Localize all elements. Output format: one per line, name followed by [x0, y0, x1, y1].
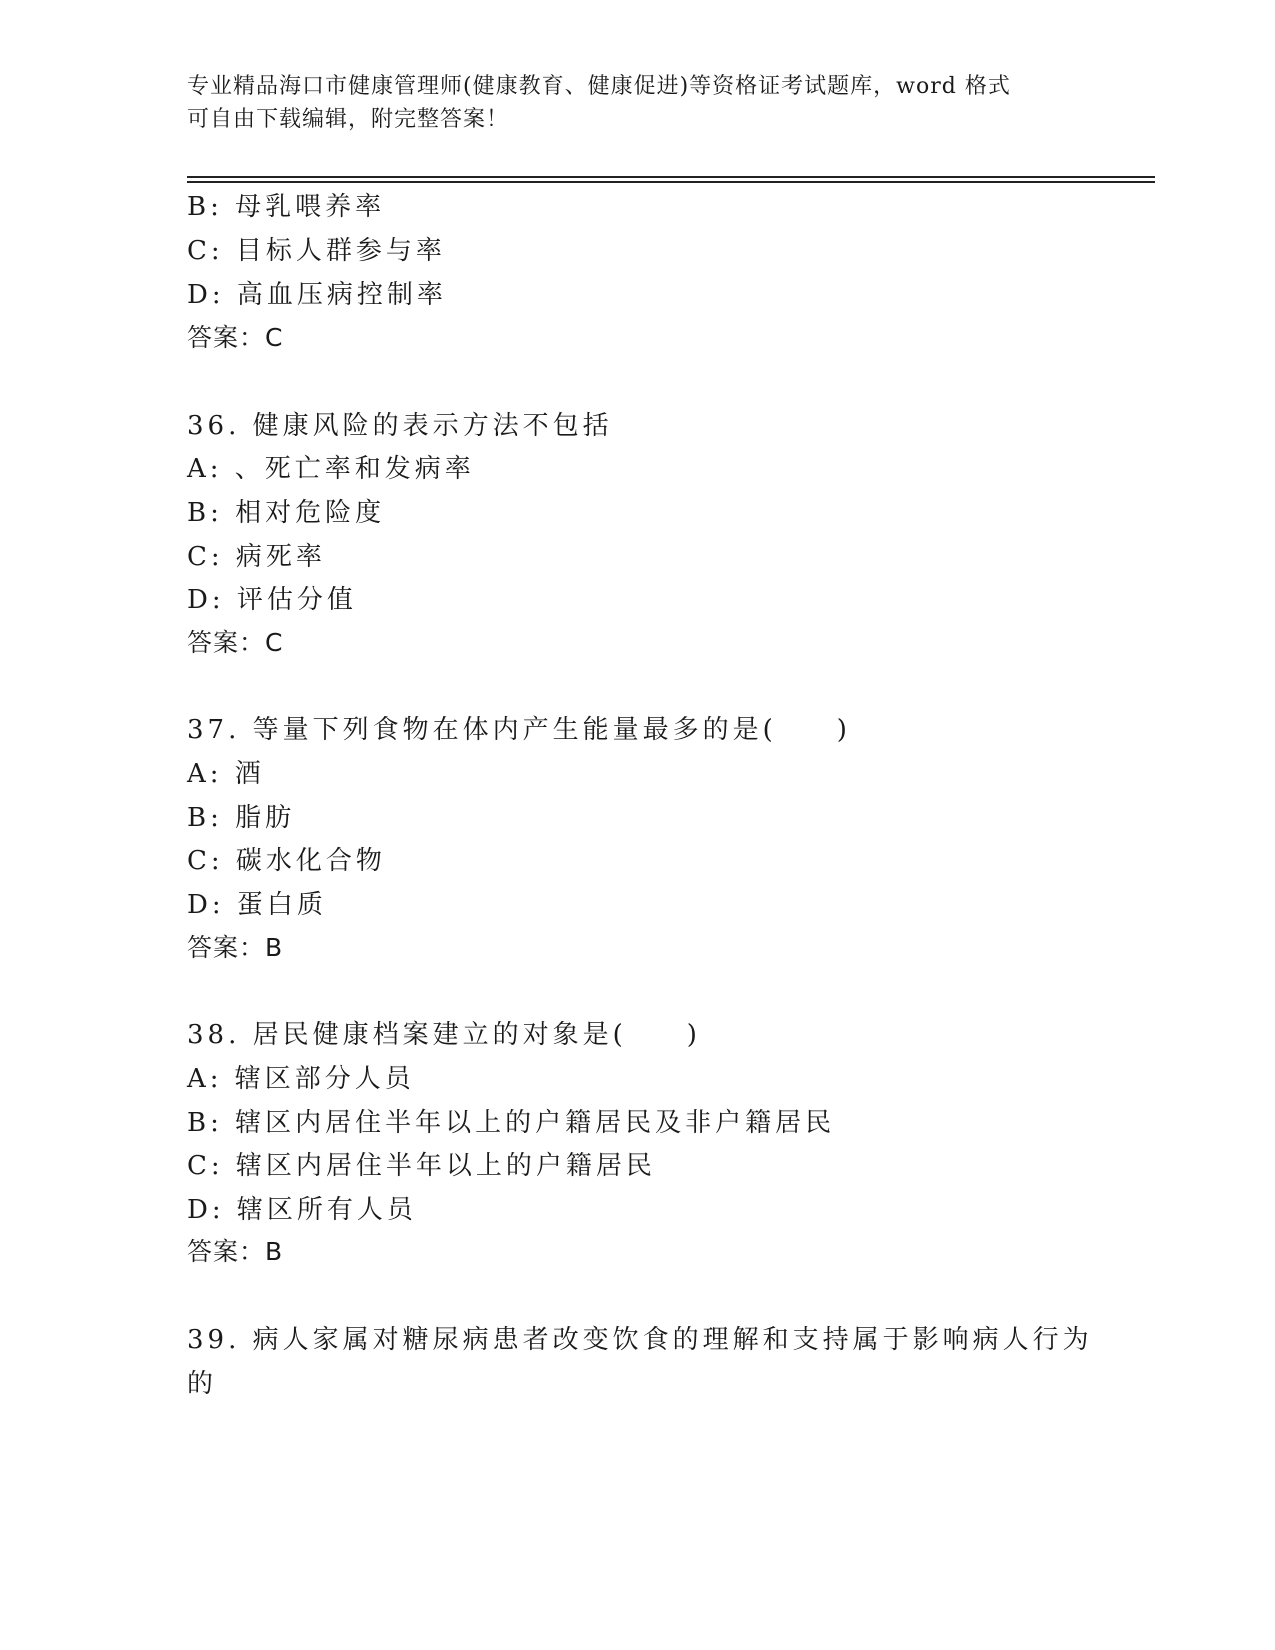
- header-line-2: 可自由下载编辑，附完整答案！: [187, 107, 510, 132]
- option-d: D: 蛋白质: [187, 890, 327, 920]
- option-a: A: 酒: [187, 759, 265, 789]
- answer: 答案：B: [187, 1237, 284, 1266]
- header-line-1: 专业精品海口市健康管理师(健康教育、健康促进)等资格证考试题库，word 格式: [187, 74, 1011, 99]
- question-39: 39. 病人家属对糖尿病患者改变饮食的理解和支持属于影响病人行为: [187, 1325, 1093, 1355]
- answer: 答案：B: [187, 933, 284, 962]
- option-d: D: 高血压病控制率: [187, 280, 447, 310]
- document-header: [187, 70, 1087, 136]
- question-36: 36. 健康风险的表示方法不包括: [187, 411, 613, 441]
- answer: 答案：C: [187, 628, 284, 657]
- option-b: B: 母乳喂养率: [187, 192, 386, 222]
- option-a: A: 辖区部分人员: [187, 1064, 415, 1094]
- option-b: B: 脂肪: [187, 803, 296, 833]
- question-37: 37. 等量下列食物在体内产生能量最多的是( ): [187, 715, 851, 745]
- question-39-continued: 的: [187, 1369, 218, 1399]
- option-c: C: 碳水化合物: [187, 846, 386, 876]
- option-b: B: 相对危险度: [187, 498, 386, 528]
- option-b: B: 辖区内居住半年以上的户籍居民及非户籍居民: [187, 1108, 836, 1138]
- option-d: D: 评估分值: [187, 585, 357, 615]
- option-c: C: 病死率: [187, 542, 326, 572]
- option-a: A: 、死亡率和发病率: [187, 454, 475, 484]
- question-38: 38. 居民健康档案建立的对象是( ): [187, 1020, 701, 1050]
- option-c: C: 目标人群参与率: [187, 236, 446, 266]
- header-rule-bottom: [187, 181, 1155, 183]
- option-c: C: 辖区内居住半年以上的户籍居民: [187, 1151, 656, 1181]
- answer: 答案：C: [187, 323, 284, 352]
- header-rule-top: [187, 176, 1155, 178]
- option-d: D: 辖区所有人员: [187, 1195, 417, 1225]
